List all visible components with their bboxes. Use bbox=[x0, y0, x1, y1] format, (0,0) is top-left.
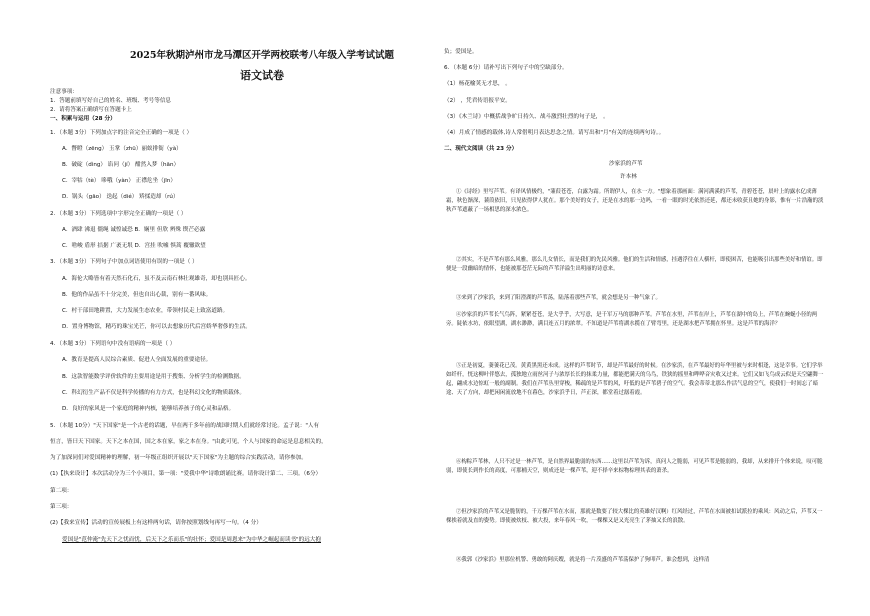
q3-option-d: D．置身博物馆，精巧的珠宝光芒，你可以去想象历代后宫娇华奢侈的生活。 bbox=[62, 324, 251, 330]
q5-line-3: 为了加深同们对爱国精神的理解，初一年级正组织开展以"天下国家"为主题的综合实践活动，请你参加。 bbox=[50, 455, 307, 461]
question-2: 2．（本题 3分）下列选项中字形完全正确的一项是（ ） bbox=[50, 211, 187, 217]
q3-option-b: B．他的作品虽不十分完美，但也自出心裁，别有一番风味。 bbox=[62, 292, 212, 298]
q1-option-b: B．破碇（dìng） 谄问（jí） 酣然入梦（hān） bbox=[62, 162, 180, 168]
essay-paragraph-2: ②其实，不是芦苇有那么风雅，那么儿女情长，而是我们的先民风雅。他们的生活和情感，挂遇浮往在人横杆，即使困苦，也能吸引出那些美好和情谊。即便是一段幽暗的情怀，也能被那苍茫无际的芦苇洋溢生出明丽的诗意来。 bbox=[446, 257, 823, 273]
q3-option-c: C．村干部田地耕置，大力发展生态农业，带领村民走上致富道路。 bbox=[62, 308, 229, 314]
q1-option-d: D．锅头（gāo） 迭起（dié） 矫揉造却（rú） bbox=[62, 194, 179, 200]
essay-paragraph-3: ③来到了沙家浜，来到了阳澄湖的芦苇荡，陆落着那些芦苇，就会想是另一种气象了。 bbox=[456, 295, 661, 301]
question-1: 1．（本题 3分）下列加点字的注音完全正确的一项是（ ） bbox=[50, 130, 193, 136]
exam-subtitle: 语文试卷 bbox=[240, 69, 284, 82]
q5-part-2: (2)【我来宣传】活动的宣传展板上有这样两句话，请你按照划线句再写一句。（4 分） bbox=[50, 520, 262, 526]
q6-blank-4: （4）月成了情感的载体,诗人常借明月表达思念之情。请写出和"月"有关的连续两句诗。。 bbox=[444, 130, 665, 136]
q1-option-c: C．宰牯（tè） 哆哦（yàn） 正襟危坐（jīn） bbox=[62, 178, 176, 184]
essay-author: 许本林 bbox=[620, 174, 637, 180]
q5-line-2: 恒言，皆曰天下国家。天下之本在国，国之本在家，家之本在身。"由此可见，个人与国家的命运是息息相关的， bbox=[50, 439, 327, 445]
q2-options-cd: C．啥峻 盾形 拮据 广袤无垠 D．宫挂 吹嘘 惧蒿 覆辙欲望 bbox=[62, 243, 206, 249]
question-4: 4．（本题 3分）下列语句中没有语病的一项是（ ） bbox=[50, 341, 176, 347]
notes-heading: 注意事项： bbox=[50, 89, 78, 95]
q5-item-3: 第三项： bbox=[50, 504, 73, 510]
q2-options-ab: A．酒肆 沸退 僵绳 诚惶诚恐 B．娴里 但欣 辨殊 锲芒必露 bbox=[62, 227, 206, 233]
section-1-heading: 一、积累与运用（28 分） bbox=[50, 116, 116, 122]
q6-blank-3: （3）《木兰诗》中概括战争旷日持久、战斗激烈壮烈的句子是， 。 bbox=[444, 114, 609, 120]
essay-paragraph-1: ①《诗经》里写芦苇。有译风情极约，"蒹葭苍苍，白露为霜。所谓伊人，在水一方。"想象着那画面：满河满溪的芦苇，青碧苍苍，晨叶上的露水亿成薄霜，秋色渐深，蒹葭依旧，只见依得伊人犹在。那个美好的女子，还是在水的那一边吗，一看一眼的时光依然还延，都还未收获且她的身影，惟有一片浩瀚的淡秋芦苇遮蔽了一场相思的深水浓色。 bbox=[446, 189, 824, 214]
continued-line: 负；爱国是。 bbox=[444, 49, 478, 55]
essay-paragraph-5: ⑤正是初夏，萋萋花已茂。黄黄黑黑还未成。这样的芦苇时节，却是芦苇最好的时候。在沙家浜，在芦苇最好的年华里被与来时相逢，这是幸事。它们学举如纤杆，恍这柳叶伴悠去，孤独地立雨丝河子与浓厚长长的抹柔力量，都能把满天的乌鸟，铁狭的摇里和哗哗音灾收又过来。它们又如飞鸟成云似是天空翩舞一起，翩成水边惊虹一般的副制。我们在芦苇丛里穿梭，稀疏的是芦苇的风，吁低的是芦苇碧子的空气。我会蒂蒂北那么作活气息的空气，使我们一时间忘了暗途、天了方向，却把闲闲流放地不在暮色，沙家浜乎日，芦正深，都堂着过潺着霞。 bbox=[446, 363, 824, 397]
q6-blank-2: （2） ，凭君传语报平安。 bbox=[444, 98, 511, 104]
q4-option-c: C．科幻衍生产品不仅是科学传播的有力方式，也是科幻文化的物质载体。 bbox=[62, 390, 245, 396]
note-1: 1．答题前填写好自己的姓名、班级、考号等信息 bbox=[50, 98, 172, 104]
q5-part-1: (1)【执来设计】本次活动分为三个小项目，第一项："爱我中华"诗歌朗诵比赛。请你设计第二、三项。（6分） bbox=[50, 471, 322, 477]
question-3: 3．（本题 3分）下列句子中加点词语使用有误的一项是（ ） bbox=[50, 259, 198, 265]
question-5: 5．（本题 10分）"天下国家"是一个古老的话题，早在两千多年前的战国时期人们就经常讨论。孟子说："人有 bbox=[50, 423, 320, 429]
q5-item-2: 第二项： bbox=[50, 488, 73, 494]
q6-blank-1: （1）杨花榆荚无才思， 。 bbox=[444, 81, 511, 87]
q4-option-b: B．这款智能数学评价软件的主要用途是用于搜集、分析学生的检测数据。 bbox=[62, 374, 245, 380]
q4-option-d: D．良好的家风是一个家庭的精神内核，能够培养孩子的心灵和品格。 bbox=[62, 406, 235, 412]
essay-paragraph-4: ④沙家浜的芦苇长气鸟阵，紧紧苍苍，是大乎乎，大写意，是千军万马的那种芦苇。芦苇在水里，芦苇在岸上，芦苇在湖中的岛上，芦苇在蜿蜒小径的两旁。陡依水坊，依眼望湖，湖水渺渺，满目连五月的浓翠。不知道是芦苇将湖水揽在了臂弯里，还是湖水把芦苇拥在怀里。这是芦苇的海洋？ bbox=[446, 312, 818, 328]
essay-paragraph-6: ⑥构粽芦苇林，人只不过是一林芦苇，是自然界最脆弱的东西……这里以芦苇为诉，真问人之脆弱，可见芦苇是脆弱的，我却，从来排开个体来说，叹可脆弱，即使长到作长的高度，可那桶天空，则成还是一棵芦苇，迎不择辛来棕物棕理其表的萧杀。 bbox=[446, 459, 823, 475]
q5-part-2-text: 爱国是"范仲淹"先天下之忧而忧，后天下之乐而乐"的壮怀；爱国是周恩来"为中华之崛起而读书"的远大抱 bbox=[62, 537, 321, 543]
essay-paragraph-7: ⑦但沙家浜的芦苇又是脆韧的，千万棵芦苇在水而，那就是数要了较大棵比的英雄好汉啊）红风经过，芦苇在水面被扣试派拉的乘风：风动之后，芦苇又一棵挨着就及直的姿势。即使被炊枝、被大投，来年春风一吹，一棵棵又是又光亮生了茅抽又长的浪散。 bbox=[446, 509, 823, 525]
essay-paragraph-8: ⑧我郭《沙家浜》里那位机警、勇敢的阿庆嫂，就是将一片茂盛的芦苇荡保护了狗叩芦。谁会想到，这样清 bbox=[456, 557, 710, 563]
exam-title: 2025年秋期泸州市龙马潭区开学两校联考八年级入学考试试题 bbox=[130, 50, 394, 61]
note-2: 2．请将答案正确填写在答题卡上 bbox=[50, 107, 132, 113]
question-6: 6．（本题 6分）请补写出下列句子中的空缺部分。 bbox=[444, 65, 568, 71]
q3-option-a: A．海伦大略皆有着天然石化石，虽不及云南石林壮观雄奇，却也别具匠心。 bbox=[62, 276, 251, 282]
section-2-heading: 二、现代文阅读（共 23 分） bbox=[444, 146, 518, 152]
essay-title: 沙家浜的芦苇 bbox=[609, 161, 643, 167]
q1-option-a: A．瞥瞪（zēng） 玉掌（zhū）丽蚁排衙（yà） bbox=[62, 146, 182, 152]
q4-option-a: A．教育是提高人民综合素质、促进人全面发展的重要途径。 bbox=[62, 357, 212, 363]
